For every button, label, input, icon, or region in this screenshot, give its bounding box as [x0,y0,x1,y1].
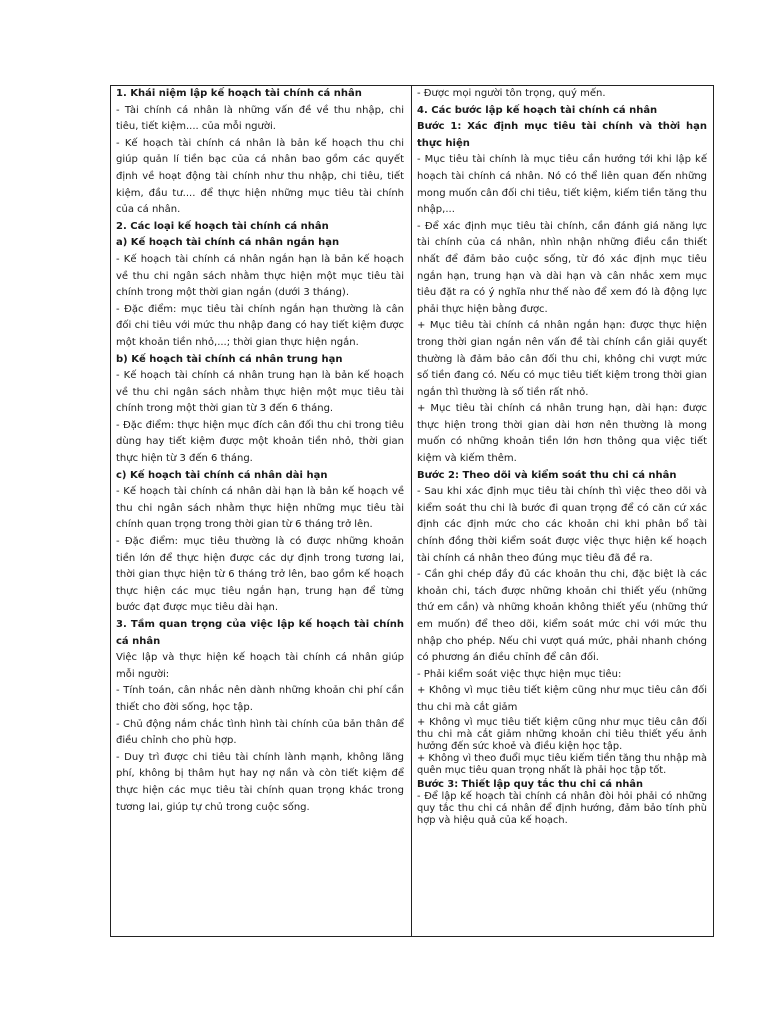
paragraph: + Không vì mục tiêu tiết kiệm cũng như mục tiêu cân đối thu chi mà cắt giảm [417,685,707,713]
section-heading: 1. Khái niệm lập kế hoạch tài chính cá nhân [116,88,362,99]
paragraph: - Mục tiêu tài chính là mục tiêu cần hướng tới khi lập kế hoạch tài chính cá nhân. Nó có thể liên quan đến những mong muốn cân đối chi tiêu, tiết kiệm, kiếm tiền tăng thu nhập,... [417,154,707,216]
section-heading: Bước 3: Thiết lập quy tắc thu chi cá nhân [417,778,643,790]
section-heading: 4. Các bước lập kế hoạch tài chính cá nhân [417,104,658,116]
paragraph: Việc lập và thực hiện kế hoạch tài chính cá nhân giúp mỗi người: [116,652,404,680]
paragraph: - Đặc điểm: thực hiện mục đích cân đối thu chi trong tiêu dùng hay tiết kiệm được một khoản tiền nhỏ, thời gian thực hiện từ 3 đến 6 tháng. [116,419,404,465]
paragraph: - Cần ghi chép đầy đủ các khoản thu chi, đặc biệt là các khoản chi, tách được những khoản chi thiết yếu (những thứ em cần) và những khoản không thiết yếu (những thứ em muốn) để theo dõi, kiểm soát mức chi với mức thu nhập cho phép. Nếu chi vượt quá mức, phải nhanh chóng có phương án điều chỉnh để cân đối. [417,569,707,664]
paragraph: - Sau khi xác định mục tiêu tài chính thì việc theo dõi và kiểm soát thu chi là bước đi quan trọng để có căn cứ xác định các định mức cho các khoản chi khi phân bổ tài chính đồng thời kiểm soát được việc thực hiện kế hoạch tài chính cá nhân theo đúng mục tiêu đã đề ra. [417,486,707,564]
paragraph: - Để xác định mục tiêu tài chính, cần đánh giá năng lực tài chính của cá nhân, nhìn nhận những điều cần thiết nhất để đảm bảo cuộc sống, từ đó xác định mục tiêu ngắn hạn, trung hạn và dài hạn và cân nhắc xem mục tiêu đặt ra có ý nghĩa như thế nào để xem đó là động lực phải thực hiện bằng được. [417,220,707,315]
right-column [417,86,707,827]
section-heading: Bước 1: Xác định mục tiêu tài chính và thời hạn thực hiện [417,121,707,149]
paragraph: - Đặc điểm: mục tiêu thường là có được những khoản tiền lớn để thực hiện được các dự định trong tương lai, thời gian thực hiện từ 6 tháng trở lên, bao gồm kế hoạch thực hiện các mục tiêu ngắn hạn, trung hạn để từng bước đạt được mục tiêu dài hạn. [116,536,404,614]
paragraph: - Đặc điểm: mục tiêu tài chính ngắn hạn thường là cân đối chi tiêu với mức thu nhập đang có hay tiết kiệm được một khoản tiền nhỏ,...; thời gian thực hiện ngắn. [116,303,404,348]
paragraph: - Duy trì được chi tiêu tài chính lành mạnh, không lãng phí, không bị thâm hụt hay nợ nần và còn tiết kiệm để thực hiện các mục tiêu tài chính quan trọng khác trong tương lai, giúp tự chủ trong cuộc sống. [116,751,404,813]
paragraph: - Được mọi người tôn trọng, quý mến. [417,88,606,99]
paragraph: - Kế hoạch tài chính cá nhân là bản kế hoạch thu chi giúp quản lí tiền bạc của cá nhân bao gồm các quyết định về hoạt động tài chính như thu nhập, chi tiêu, tiết kiệm, đầu tư.... để thực hiện những mục tiêu tài chính của cá nhân. [116,137,404,216]
column-divider [411,85,412,937]
left-column [116,86,404,816]
paragraph: + Mục tiêu tài chính cá nhân trung hạn, dài hạn: được thực hiện trong thời gian dài hơn nên thường là mong muốn có những khoản tiền lớn hơn thông qua việc tiết kiệm và kiếm thêm. [417,403,707,465]
section-heading: b) Kế hoạch tài chính cá nhân trung hạn [116,353,343,365]
paragraph: - Để lập kế hoạch tài chính cá nhân đòi hỏi phải có những quy tắc thu chi cá nhân để định hướng, đảm bảo tính phù hợp và hiệu quả của kế hoạch. [417,790,707,827]
paragraph: - Kế hoạch tài chính cá nhân trung hạn là bản kế hoạch về thu chi ngân sách nhằm thực hiện một mục tiêu tài chính trong một thời gian từ 3 đến 6 tháng. [116,370,404,415]
paragraph: - Phải kiểm soát việc thực hiện mục tiêu: [417,668,622,680]
section-heading: a) Kế hoạch tài chính cá nhân ngắn hạn [116,237,340,249]
paragraph: + Không vì theo đuổi mục tiêu kiếm tiền tăng thu nhập mà quên mục tiêu quan trọng nhất là phải học tập tốt. [417,753,707,777]
section-heading: 3. Tầm quan trọng của việc lập kế hoạch tài chính cá nhân [116,619,404,647]
section-heading: c) Kế hoạch tài chính cá nhân dài hạn [116,469,328,481]
section-heading: Bước 2: Theo dõi và kiểm soát thu chi cá nhân [417,469,677,481]
paragraph: - Kế hoạch tài chính cá nhân ngắn hạn là bản kế hoạch về thu chi ngân sách nhằm thực hiện một mục tiêu tài chính trong một thời gian ngắn (dưới 3 tháng). [116,253,404,299]
paragraph: - Chủ động nắm chắc tình hình tài chính của bản thân để điều chỉnh cho phù hợp. [116,718,404,747]
paragraph: + Mục tiêu tài chính cá nhân ngắn hạn: được thực hiện trong thời gian ngắn nên vấn đề tài chính cần giải quyết thường là đảm bảo cân đối thu chi, không chi vượt mức số tiền đang có. Nếu có mục tiêu tiết kiệm trong thời gian ngắn thì thường là số tiền rất nhỏ. [417,320,707,398]
paragraph: + Không vì mục tiêu tiết kiệm cũng như mục tiêu cân đối thu chi mà cắt giảm những khoản chi tiêu thiết yếu ảnh hưởng đến sức khoẻ và điều kiện học tập. [417,716,707,752]
section-heading: 2. Các loại kế hoạch tài chính cá nhân [116,220,329,232]
paragraph: - Tài chính cá nhân là những vấn đề về thu nhập, chi tiêu, tiết kiệm.... của mỗi người. [116,104,404,133]
paragraph: - Tính toán, cân nhắc nên dành những khoản chi phí cần thiết cho đời sống, học tập. [116,685,404,713]
paragraph: - Kế hoạch tài chính cá nhân dài hạn là bản kế hoạch về thu chi ngân sách nhằm thực hiện những mục tiêu tài chính quan trọng trong thời gian từ 6 tháng trở lên. [116,486,404,531]
